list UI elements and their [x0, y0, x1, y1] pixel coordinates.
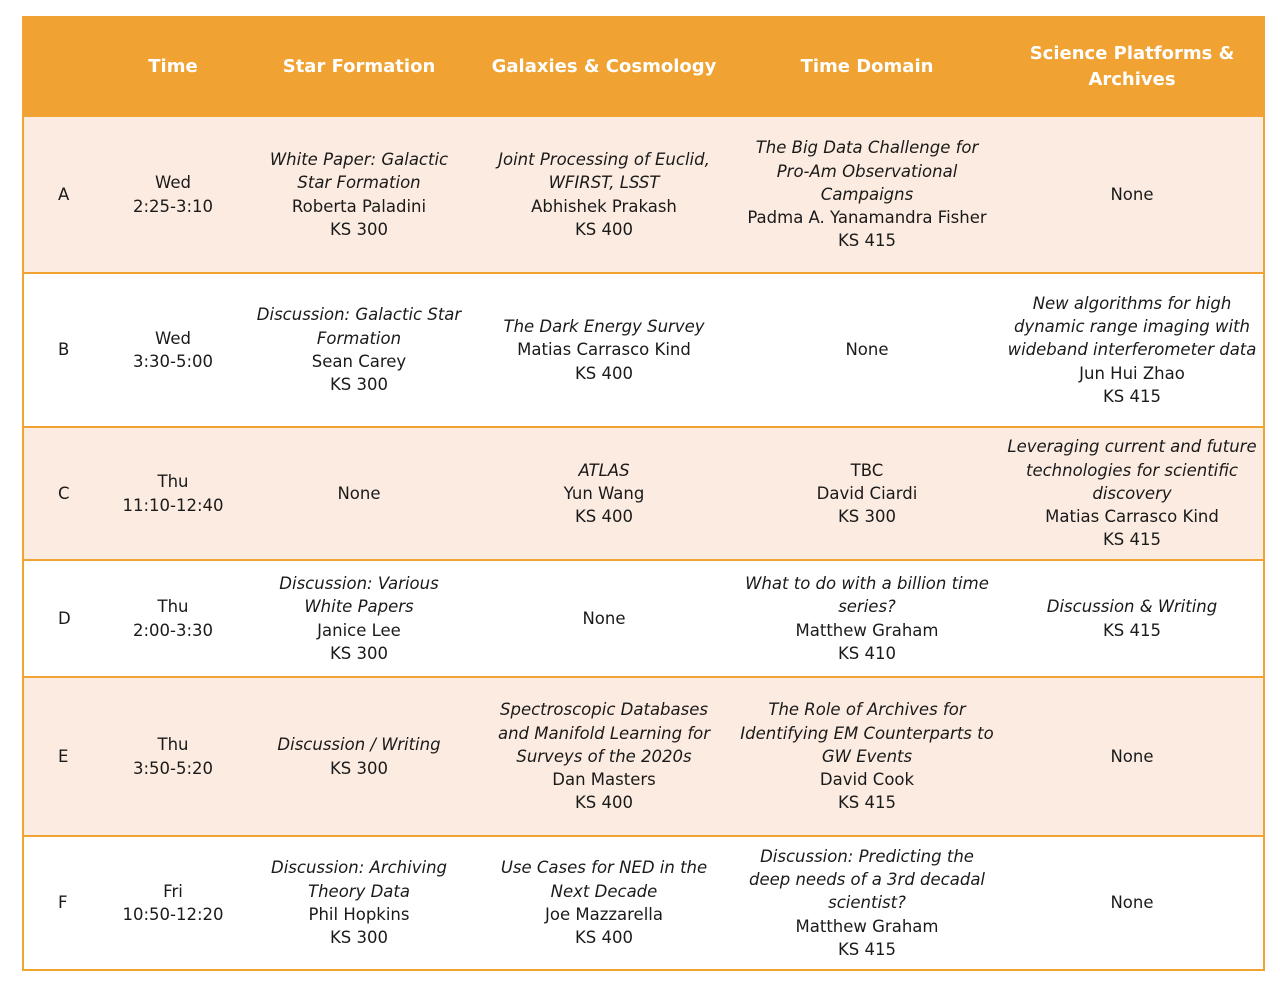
room: KS 415	[1102, 620, 1162, 640]
room: KS 415	[1102, 530, 1162, 550]
speaker-name: Abhishek Prakash	[531, 196, 677, 216]
session-day: Thu	[157, 735, 189, 755]
speaker-name: Phil Hopkins	[308, 905, 410, 924]
cell-time-domain	[733, 273, 1001, 427]
room: KS 300	[837, 507, 897, 527]
talk-title: White Paper: Galactic Star Formation	[269, 149, 449, 193]
session-id: E	[23, 677, 103, 836]
cell-star-formation	[243, 560, 475, 677]
room: KS 400	[574, 507, 634, 527]
table-row	[23, 427, 1264, 560]
cell-star-formation	[243, 836, 475, 970]
cell-time-domain	[733, 677, 1001, 836]
session-day: Wed	[155, 328, 191, 348]
cell-status: None	[1110, 893, 1154, 913]
session-day: Fri	[163, 881, 183, 901]
talk-title: New algorithms for high dynamic range imaging with wideband interferometer data	[1007, 293, 1257, 360]
talk-title: Spectroscopic Databases and Manifold Learning for Surveys of the 2020s	[497, 700, 711, 766]
cell-science-platforms	[1001, 116, 1264, 273]
speaker-name: Janice Lee	[317, 620, 401, 640]
speaker-name: Dan Masters	[552, 770, 656, 790]
cell-star-formation	[243, 116, 475, 273]
cell-star-formation	[243, 427, 475, 560]
talk-title: The Role of Archives for Identifying EM Counterparts to GW Events	[740, 700, 994, 766]
cell-star-formation	[243, 677, 475, 836]
session-schedule-table	[22, 16, 1265, 971]
room: KS 415	[837, 939, 897, 959]
speaker-name: David Ciardi	[816, 483, 918, 503]
speaker-name: Matias Carrasco Kind	[517, 340, 691, 360]
session-time	[103, 560, 243, 677]
speaker-name: Sean Carey	[311, 352, 407, 371]
talk-title: The Dark Energy Survey	[503, 317, 705, 337]
room: KS 415	[1102, 386, 1162, 406]
room: KS 300	[329, 375, 389, 395]
table-row	[23, 677, 1264, 836]
speaker-name: Jun Hui Zhao	[1079, 363, 1185, 383]
room: KS 300	[329, 758, 389, 778]
room: KS 410	[837, 643, 897, 663]
session-time	[103, 836, 243, 970]
room: KS 415	[837, 231, 897, 251]
cell-science-platforms	[1001, 427, 1264, 560]
talk-title: Discussion: Various White Papers	[279, 573, 439, 617]
room: KS 400	[574, 219, 634, 239]
session-id: C	[23, 427, 103, 560]
talk-title: Discussion: Archiving Theory Data	[270, 858, 447, 901]
room: KS 415	[837, 793, 897, 813]
room: KS 400	[574, 363, 634, 383]
cell-science-platforms	[1001, 273, 1264, 427]
talk-title: What to do with a billion time series?	[745, 573, 989, 617]
speaker-name: Roberta Paladini	[291, 196, 427, 216]
speaker-name: David Cook	[819, 770, 915, 790]
session-id: B	[23, 273, 103, 427]
speaker-name: Matthew Graham	[795, 916, 939, 936]
talk-title: Discussion: Predicting the deep needs of a 3rd decadal scientist?	[748, 846, 986, 913]
session-day: Thu	[157, 472, 189, 492]
session-time-range: 2:00-3:30	[132, 620, 214, 640]
cell-status: None	[582, 608, 626, 628]
cell-time-domain	[733, 116, 1001, 273]
session-time	[103, 273, 243, 427]
speaker-name: Joe Mazzarella	[545, 905, 663, 924]
room: KS 300	[329, 643, 389, 663]
header-session-id	[23, 17, 103, 116]
cell-time-domain	[733, 560, 1001, 677]
table-row	[23, 273, 1264, 427]
session-id: D	[23, 560, 103, 677]
talk-title: Discussion: Galactic Star Formation	[256, 305, 462, 348]
cell-galaxies-cosmology	[475, 836, 733, 970]
header-galaxies-cosmology: Galaxies & Cosmology	[475, 17, 733, 116]
header-star-formation: Star Formation	[243, 17, 475, 116]
cell-status: None	[1110, 746, 1154, 766]
talk-title: Leveraging current and future technologies for scientific discovery	[1007, 437, 1257, 503]
header-time: Time	[103, 17, 243, 116]
room: KS 400	[574, 928, 634, 948]
header-time-domain: Time Domain	[733, 17, 1001, 116]
session-time	[103, 677, 243, 836]
cell-star-formation	[243, 273, 475, 427]
session-id: A	[23, 116, 103, 273]
cell-time-domain	[733, 427, 1001, 560]
speaker-name: Padma A. Yanamandra Fisher	[747, 208, 987, 228]
room: KS 300	[329, 219, 389, 239]
cell-galaxies-cosmology	[475, 273, 733, 427]
session-time-range: 11:10-12:40	[122, 495, 224, 515]
session-time	[103, 116, 243, 273]
header-row	[23, 17, 1264, 116]
speaker-name: Matthew Graham	[795, 620, 939, 640]
cell-galaxies-cosmology	[475, 677, 733, 836]
session-day: Thu	[157, 597, 189, 617]
header-science-platforms: Science Platforms & Archives	[1001, 17, 1264, 116]
session-time-range: 10:50-12:20	[122, 905, 224, 924]
cell-status: TBC	[850, 460, 884, 480]
cell-galaxies-cosmology	[475, 116, 733, 273]
session-time-range: 2:25-3:10	[132, 196, 214, 216]
room: KS 400	[574, 793, 634, 813]
session-time	[103, 427, 243, 560]
session-day: Wed	[155, 173, 191, 193]
cell-science-platforms	[1001, 836, 1264, 970]
cell-time-domain	[733, 836, 1001, 970]
speaker-name: Matias Carrasco Kind	[1045, 507, 1219, 527]
session-id: F	[23, 836, 103, 970]
cell-galaxies-cosmology	[475, 427, 733, 560]
speaker-name: Yun Wang	[563, 483, 645, 503]
talk-title: The Big Data Challenge for Pro-Am Observational Campaigns	[755, 138, 979, 204]
talk-title: Use Cases for NED in the Next Decade	[500, 858, 708, 901]
cell-science-platforms	[1001, 560, 1264, 677]
table-row	[23, 116, 1264, 273]
talk-title: Discussion / Writing	[277, 735, 441, 755]
cell-status: None	[845, 340, 889, 360]
cell-galaxies-cosmology	[475, 560, 733, 677]
room: KS 300	[329, 928, 389, 948]
cell-science-platforms	[1001, 677, 1264, 836]
cell-status: None	[1110, 184, 1154, 204]
session-time-range: 3:50-5:20	[132, 758, 214, 778]
talk-title: Discussion & Writing	[1046, 597, 1218, 617]
cell-status: None	[337, 483, 381, 503]
table-row	[23, 836, 1264, 970]
talk-title: ATLAS	[578, 460, 630, 480]
table-row	[23, 560, 1264, 677]
session-time-range: 3:30-5:00	[132, 352, 214, 371]
talk-title: Joint Processing of Euclid, WFIRST, LSST	[498, 149, 710, 193]
